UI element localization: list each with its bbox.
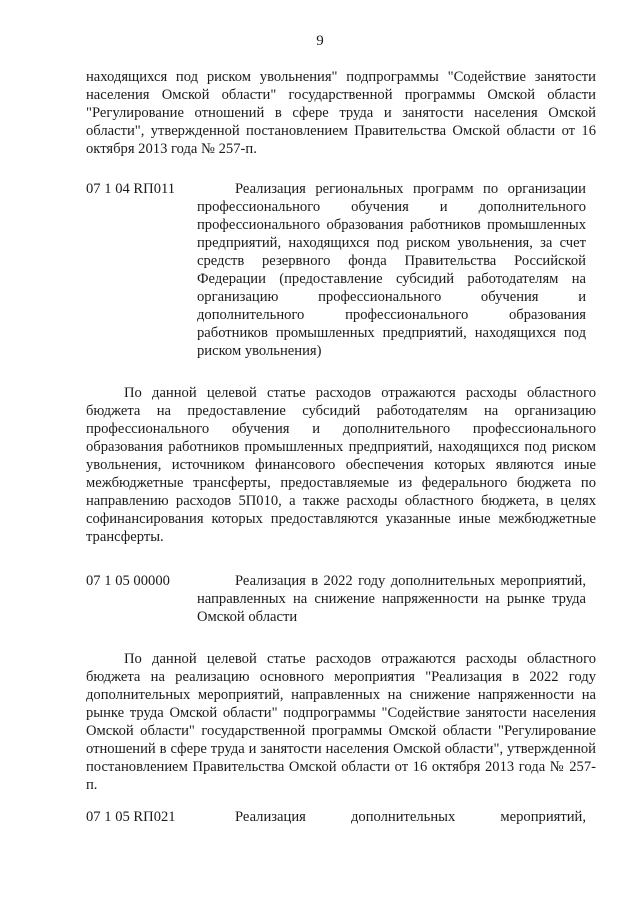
budget-title-3: Реализация дополнительных мероприятий, [235,809,586,825]
budget-code-3: 07 1 05 RП021 [86,809,176,825]
budget-code-2: 07 1 05 00000 [86,573,170,589]
budget-code-1: 07 1 04 RП011 [86,181,176,197]
paragraph-description-1: По данной целевой статье расходов отражаются расходы областного бюджета на предоставление субсидий работодателям на организацию профессионального обучения и дополнительного профессионального образования работников промышленных предприятий, находящихся под риском увольнения, источником финансового обеспечения которых являются иные межбюджетные трансферты, предоставляемые из федерального бюджета по направлению расходов 5П010, а также расходы областного бюджета, в целях софинансирования которых предоставляются указанные иные межбюджетные трансферты. [86,385,596,545]
page-number: 9 [316,33,324,49]
budget-title-2: Реализация в 2022 году дополнительных мероприятий, направленных на снижение напряженности на рынке труда Омской области [197,573,586,625]
paragraph-description-2: По данной целевой статье расходов отражаются расходы областного бюджета на реализацию основного мероприятия "Реализация в 2022 году дополнительных мероприятий, направленных на снижение напряженности на рынке труда Омской области" подпрограммы "Содействие занятости населения Омской области" государственной программы Омской области "Регулирование отношений в сфере труда и занятости населения Омской области", утвержденной постановлением Правительства Омской области от 16 октября 2013 года № 257-п. [86,651,596,793]
paragraph-continuation: находящихся под риском увольнения" подпрограммы "Содействие занятости населения Омской области" государственной программы Омской области "Регулирование отношений в сфере труда и занятости населения Омской области", утвержденной постановлением Правительства Омской области от 16 октября 2013 года № 257-п. [86,69,596,157]
budget-title-1: Реализация региональных программ по организации профессионального обучения и дополнительного профессионального образования работников промышленных предприятий, находящихся под риском увольнения, за счет средств резервного фонда Правительства Российской Федерации (предоставление субсидий работодателям на организацию профессионального обучения и дополнительного профессионального образования работников промышленных предприятий, находящихся под риском увольнения) [197,181,586,359]
